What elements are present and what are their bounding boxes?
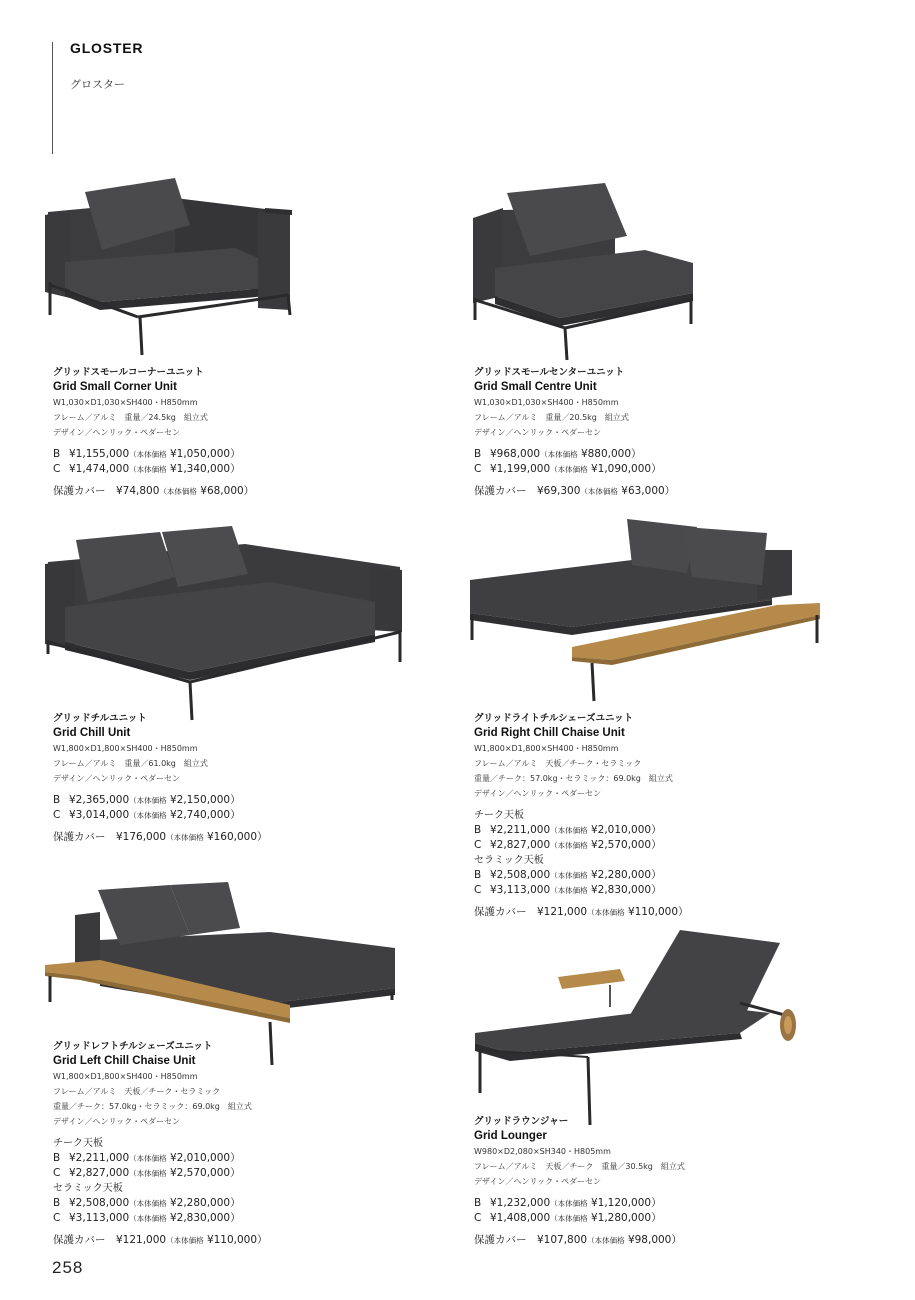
cover-price: 保護カバー ¥176,000（本体価格 ¥160,000） (53, 831, 268, 843)
product-grid-small-centre-unit (474, 366, 874, 499)
product-grid-left-chill-chaise-unit (53, 1040, 453, 1248)
cover-price: 保護カバー ¥69,300（本体価格 ¥63,000） (474, 485, 676, 497)
brand-name-jp: グロスター (70, 78, 125, 91)
spec-dimensions: W1,800×D1,800×SH400・H850mm (53, 744, 198, 753)
brand-name: GLOSTER (70, 40, 144, 56)
product-grid-lounger (474, 1115, 874, 1248)
price-grade-b: B ¥1,232,000（本体価格 ¥1,120,000） (474, 1197, 662, 1209)
price-grade-b: B ¥1,155,000（本体価格 ¥1,050,000） (53, 448, 241, 460)
price-grade-c: C ¥1,199,000（本体価格 ¥1,090,000） (474, 463, 662, 475)
photo-grid-small-corner-unit (40, 170, 300, 360)
teak-top-label: チーク天板 (53, 1138, 103, 1149)
page-number: 258 (52, 1258, 84, 1277)
product-name-jp: グリッドライトチルシェーズユニット (474, 713, 634, 724)
ceramic-price-grade-c: C ¥3,113,000（本体価格 ¥2,830,000） (474, 884, 662, 896)
spec-designer: デザイン／ヘンリック・ペダーセン (474, 789, 601, 798)
product-name-en: Grid Small Corner Unit (53, 381, 177, 393)
ceramic-price-grade-b: B ¥2,508,000（本体価格 ¥2,280,000） (474, 869, 662, 881)
price-grade-c: C ¥3,014,000（本体価格 ¥2,740,000） (53, 809, 241, 821)
spec-designer: デザイン／ヘンリック・ペダーセン (53, 1117, 180, 1126)
price-grade-b: B ¥2,365,000（本体価格 ¥2,150,000） (53, 794, 241, 806)
ceramic-top-label: セラミック天板 (53, 1183, 123, 1194)
teak-top-label: チーク天板 (474, 810, 524, 821)
spec-designer: デザイン／ヘンリック・ペダーセン (53, 774, 180, 783)
spec-material-weight: フレーム／アルミ 天板／チーク 重量／30.5kg 組立式 (474, 1162, 685, 1171)
teak-price-grade-b: B ¥2,211,000（本体価格 ¥2,010,000） (53, 1152, 241, 1164)
product-name-jp: グリッドチルユニット (53, 713, 147, 724)
teak-price-grade-c: C ¥2,827,000（本体価格 ¥2,570,000） (474, 839, 662, 851)
spec-dimensions: W1,030×D1,030×SH400・H850mm (53, 398, 198, 407)
product-name-en: Grid Left Chill Chaise Unit (53, 1055, 196, 1067)
spec-material: フレーム／アルミ 天板／チーク・セラミック (474, 759, 642, 768)
ceramic-top-label: セラミック天板 (474, 855, 544, 866)
spec-material-weight: フレーム／アルミ 重量／20.5kg 組立式 (474, 413, 629, 422)
product-grid-chill-unit (53, 712, 453, 845)
cover-price: 保護カバー ¥107,800（本体価格 ¥98,000） (474, 1234, 682, 1246)
photo-grid-small-centre-unit (465, 178, 705, 363)
spec-designer: デザイン／ヘンリック・ペダーセン (474, 1177, 601, 1186)
product-grid-right-chill-chaise-unit (474, 712, 874, 920)
spec-dimensions: W980×D2,080×SH340・H805mm (474, 1147, 611, 1156)
cover-price: 保護カバー ¥121,000（本体価格 ¥110,000） (53, 1234, 268, 1246)
photo-grid-lounger (470, 925, 820, 1130)
product-name-jp: グリッドラウンジャー (474, 1116, 569, 1127)
cover-price: 保護カバー ¥74,800（本体価格 ¥68,000） (53, 485, 255, 497)
brand-divider (52, 42, 53, 154)
teak-price-grade-c: C ¥2,827,000（本体価格 ¥2,570,000） (53, 1167, 241, 1179)
spec-weight: 重量／チーク：57.0kg・セラミック：69.0kg 組立式 (474, 774, 673, 783)
spec-material-weight: フレーム／アルミ 重量／61.0kg 組立式 (53, 759, 208, 768)
ceramic-price-grade-c: C ¥3,113,000（本体価格 ¥2,830,000） (53, 1212, 241, 1224)
photo-grid-right-chill-chaise-unit (462, 515, 832, 705)
price-grade-c: C ¥1,408,000（本体価格 ¥1,280,000） (474, 1212, 662, 1224)
spec-designer: デザイン／ヘンリック・ペダーセン (474, 428, 601, 437)
spec-weight: 重量／チーク：57.0kg・セラミック：69.0kg 組立式 (53, 1102, 252, 1111)
spec-dimensions: W1,800×D1,800×SH400・H850mm (53, 1072, 198, 1081)
product-name-jp: グリッドスモールセンターユニット (474, 367, 625, 378)
product-name-en: Grid Right Chill Chaise Unit (474, 727, 625, 739)
product-name-en: Grid Lounger (474, 1130, 547, 1142)
ceramic-price-grade-b: B ¥2,508,000（本体価格 ¥2,280,000） (53, 1197, 241, 1209)
product-name-jp: グリッドスモールコーナーユニット (53, 367, 204, 378)
product-name-en: Grid Chill Unit (53, 727, 131, 739)
spec-designer: デザイン／ヘンリック・ペダーセン (53, 428, 180, 437)
price-grade-c: C ¥1,474,000（本体価格 ¥1,340,000） (53, 463, 241, 475)
product-grid-small-corner-unit (53, 366, 453, 499)
cover-price: 保護カバー ¥121,000（本体価格 ¥110,000） (474, 906, 689, 918)
spec-material-weight: フレーム／アルミ 重量／24.5kg 組立式 (53, 413, 208, 422)
photo-grid-chill-unit (40, 522, 410, 722)
spec-material: フレーム／アルミ 天板／チーク・セラミック (53, 1087, 221, 1096)
product-name-jp: グリッドレフトチルシェーズユニット (53, 1041, 213, 1052)
spec-dimensions: W1,800×D1,800×SH400・H850mm (474, 744, 619, 753)
product-name-en: Grid Small Centre Unit (474, 381, 597, 393)
teak-price-grade-b: B ¥2,211,000（本体価格 ¥2,010,000） (474, 824, 662, 836)
price-grade-b: B ¥968,000（本体価格 ¥880,000） (474, 448, 642, 460)
spec-dimensions: W1,030×D1,030×SH400・H850mm (474, 398, 619, 407)
